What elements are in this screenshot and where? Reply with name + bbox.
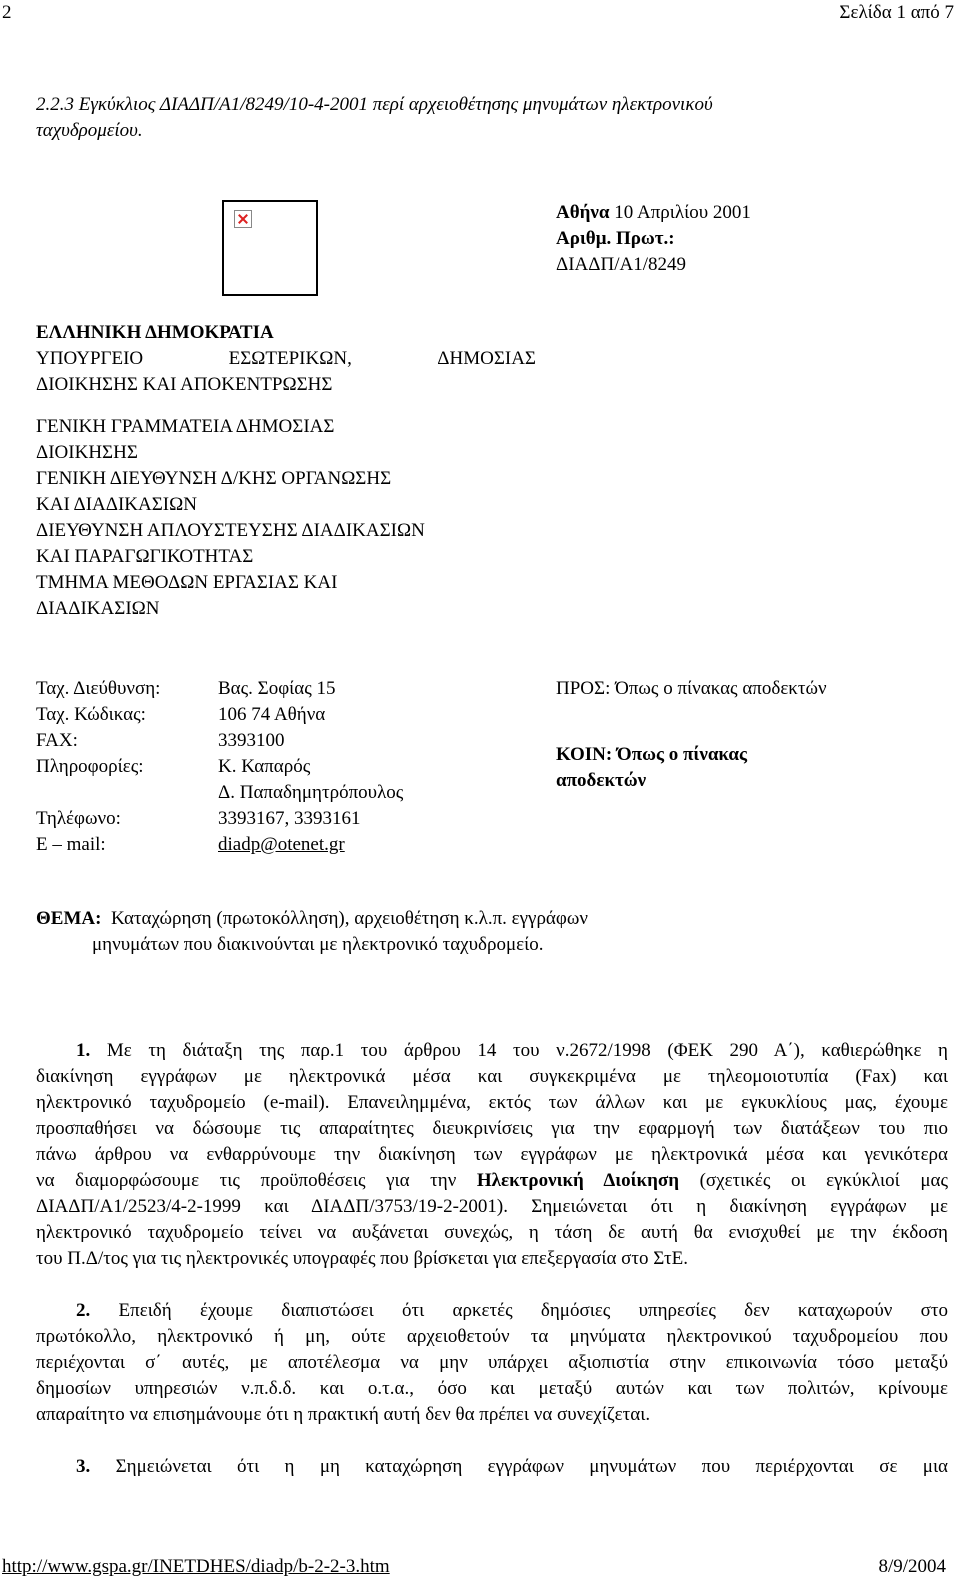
paragraph-2 — [36, 1298, 948, 1428]
sender-line: ΚΑΙ ΠΑΡΑΓΩΓΙΚΟΤΗΤΑΣ — [36, 546, 254, 567]
paragraph-1 — [36, 1038, 948, 1272]
document-title — [36, 92, 916, 144]
body-line: προσπαθήσει να δώσουμε τις απαραίτητες διευκρινίσεις για την εφαρμογή των διατάξεων του πιο — [36, 1118, 948, 1139]
body-line: ΔΙΑΔΠ/Α1/2523/4-2-1999 και ΔΙΑΔΠ/3753/19-2-2001). Σημειώνεται ότι η διακίνηση εγγράφων με — [36, 1196, 948, 1217]
sender-line: ΔΙΑΔΙΚΑΣΙΩΝ — [36, 598, 160, 619]
subject-line — [36, 906, 926, 932]
body-line — [36, 1454, 948, 1480]
body-line: απαραίτητο να επισημάνουμε ότι η πρακτική αυτή δεν θα πρέπει να συνεχίζεται. — [36, 1404, 651, 1425]
address-label: Ταχ. Διεύθυνση: — [36, 678, 161, 699]
place-label: Αθήνα — [556, 202, 610, 223]
info-label: Πληροφορίες: — [36, 756, 144, 777]
contact-info — [36, 676, 516, 858]
document-title-line: 2.2.3 Εγκύκλιος ΔΙΑΔΠ/Α1/8249/10-4-2001 περί αρχειοθέτησης μηνυμάτων ηλεκτρονικού — [36, 94, 713, 115]
email-link[interactable]: diadp@otenet.gr — [218, 834, 345, 855]
sender-line — [36, 346, 536, 372]
contact-row — [36, 806, 516, 832]
document-body — [36, 1038, 948, 1506]
page-url-link[interactable]: http://www.gspa.gr/INETDHES/diadp/b-2-2-3.htm — [2, 1556, 390, 1577]
contact-row — [36, 702, 516, 728]
sender-line: ΚΑΙ ΔΙΑΔΙΚΑΣΙΩΝ — [36, 494, 197, 515]
sender-line: ΔΙΕΥΘΥΝΣΗ ΑΠΛΟΥΣΤΕΥΣΗΣ ΔΙΑΔΙΚΑΣΙΩΝ — [36, 520, 425, 541]
zip-value: 106 74 Αθήνα — [218, 704, 326, 725]
contact-row — [36, 780, 516, 806]
page-header — [0, 0, 960, 26]
body-text: Σημειώνεται ότι η μη καταχώρηση εγγράφων μηνυμάτων που περιέρχονται σε μια — [115, 1456, 949, 1477]
paragraph-3 — [36, 1454, 948, 1480]
broken-image-icon — [234, 210, 252, 228]
fax-label: FAX: — [36, 730, 78, 751]
contact-row — [36, 728, 516, 754]
page-number: 2 — [2, 2, 12, 23]
paragraph-number: 2. — [76, 1300, 91, 1321]
body-line — [36, 1168, 948, 1194]
body-line — [36, 1298, 948, 1324]
cc-line: ΚΟΙΝ: Όπως ο πίνακας — [556, 744, 748, 765]
document-date: 10 Απριλίου 2001 — [609, 202, 751, 223]
body-line: περιέχονται σ΄ αυτές, με αποτέλεσμα να μην υπάρχει αξιοπιστία στην επικοινωνία τόσο μεταξύ — [36, 1352, 948, 1373]
protocol-label: Αριθμ. Πρωτ.: — [556, 228, 675, 249]
paragraph-number: 3. — [76, 1456, 91, 1477]
info-value-1: Κ. Καπαρός — [218, 756, 311, 777]
zip-label: Ταχ. Κώδικας: — [36, 704, 146, 725]
body-line — [36, 1038, 948, 1064]
body-line: δημοσίων υπηρεσιών ν.π.δ.δ. και ο.τ.α., όσο και μεταξύ αυτών και των πολιτών, κρίνουμε — [36, 1378, 948, 1399]
page-footer — [0, 1554, 960, 1580]
address-value: Βας. Σοφίας 15 — [218, 678, 336, 699]
sender-line: ΤΜΗΜΑ ΜΕΘΟΔΩΝ ΕΡΓΑΣΙΑΣ ΚΑΙ — [36, 572, 338, 593]
sender-word: ΕΣΩΤΕΡΙΚΩΝ, — [228, 348, 352, 369]
to-recipients: ΠΡΟΣ: Όπως ο πίνακας αποδεκτών — [556, 678, 827, 699]
body-text: (σχετικές οι εγκύκλιοί μας — [699, 1170, 948, 1191]
sender-word: ΥΠΟΥΡΓΕΙΟ — [36, 348, 144, 369]
phone-label: Τηλέφωνο: — [36, 808, 121, 829]
sender-line: ΔΙΟΙΚΗΣΗΣ — [36, 442, 138, 463]
sender-block — [36, 320, 536, 622]
body-keyword: Ηλεκτρονική Διοίκηση — [476, 1170, 679, 1191]
cc-line: αποδεκτών — [556, 770, 647, 791]
body-text: Με τη διάταξη της παρ.1 του άρθρου 14 του ν.2672/1998 (ΦΕΚ 290 Α΄), καθιερώθηκε η — [106, 1040, 948, 1061]
document-title-line: ταχυδρομείου. — [36, 120, 143, 141]
body-line: ηλεκτρονικό ταχυδρομείο τείνει να αυξάνεται συνεχώς, η τάση δε αυτή θα ενισχυθεί με την έκδοση — [36, 1222, 948, 1243]
emblem-image-placeholder — [222, 200, 318, 296]
body-line: διακίνηση εγγράφων με ηλεκτρονικά μέσα και συγκεκριμένα με τηλεομοιοτυπία (Fax) και — [36, 1066, 948, 1087]
email-label: E – mail: — [36, 834, 106, 855]
phone-value: 3393167, 3393161 — [218, 808, 361, 829]
body-line: πάνω άρθρου να ενθαρρύνουμε την διακίνηση των εγγράφων με ηλεκτρονικά μέσα και γενικότερα — [36, 1144, 948, 1165]
body-text: να διαμορφώσουμε τις προϋποθέσεις για την — [36, 1170, 457, 1191]
reference-block — [556, 200, 936, 278]
body-line: του Π.Δ/τος για τις ηλεκτρονικές υπογραφές που βρίσκεται για επεξεργασία στο ΣτΕ. — [36, 1248, 688, 1269]
fax-value: 3393100 — [218, 730, 285, 751]
subject-text: Καταχώρηση (πρωτοκόλληση), αρχειοθέτηση κ.λ.π. εγγράφων — [110, 908, 588, 929]
body-line: ηλεκτρονικό ταχυδρομείο (e-mail). Επανειλημμένα, εκτός των άλλων και με εγκυκλίους μας, έχουμε — [36, 1092, 948, 1113]
sender-line: ΓΕΝΙΚΗ ΔΙΕΥΘΥΝΣΗ Δ/ΚΗΣ ΟΡΓΑΝΩΣΗΣ — [36, 468, 392, 489]
page-count: Σελίδα 1 από 7 — [839, 2, 954, 23]
contact-row — [36, 832, 516, 858]
sender-line: ΕΛΛΗΝΙΚΗ ΔΗΜΟΚΡΑΤΙΑ — [36, 322, 274, 343]
body-text: Επειδή έχουμε διαπιστώσει ότι αρκετές δημόσιες υπηρεσίες δεν καταχωρούν στο — [118, 1300, 948, 1321]
subject-text: μηνυμάτων που διακινούνται με ηλεκτρονικό ταχυδρομείο. — [92, 934, 544, 955]
cc-recipients — [556, 742, 946, 794]
body-line: πρωτόκολλο, ηλεκτρονικό ή μη, ούτε αρχειοθετούν τα μηνύματα ηλεκτρονικού ταχυδρομείου που — [36, 1326, 948, 1347]
paragraph-number: 1. — [76, 1040, 91, 1061]
contact-row — [36, 754, 516, 780]
contact-row — [36, 676, 516, 702]
print-date: 8/9/2004 — [878, 1556, 946, 1577]
date-line — [556, 200, 936, 226]
recipients-block — [556, 676, 946, 794]
sender-word: ΔΗΜΟΣΙΑΣ — [437, 348, 536, 369]
sender-line: ΓΕΝΙΚΗ ΓΡΑΜΜΑΤΕΙΑ ΔΗΜΟΣΙΑΣ — [36, 416, 335, 437]
subject-block — [36, 906, 926, 958]
info-value-2: Δ. Παπαδημητρόπουλος — [218, 782, 404, 803]
subject-label: ΘΕΜΑ: — [36, 908, 102, 929]
sender-line: ΔΙΟΙΚΗΣΗΣ ΚΑΙ ΑΠΟΚΕΝΤΡΩΣΗΣ — [36, 374, 333, 395]
protocol-number: ΔΙΑΔΠ/Α1/8249 — [556, 254, 686, 275]
